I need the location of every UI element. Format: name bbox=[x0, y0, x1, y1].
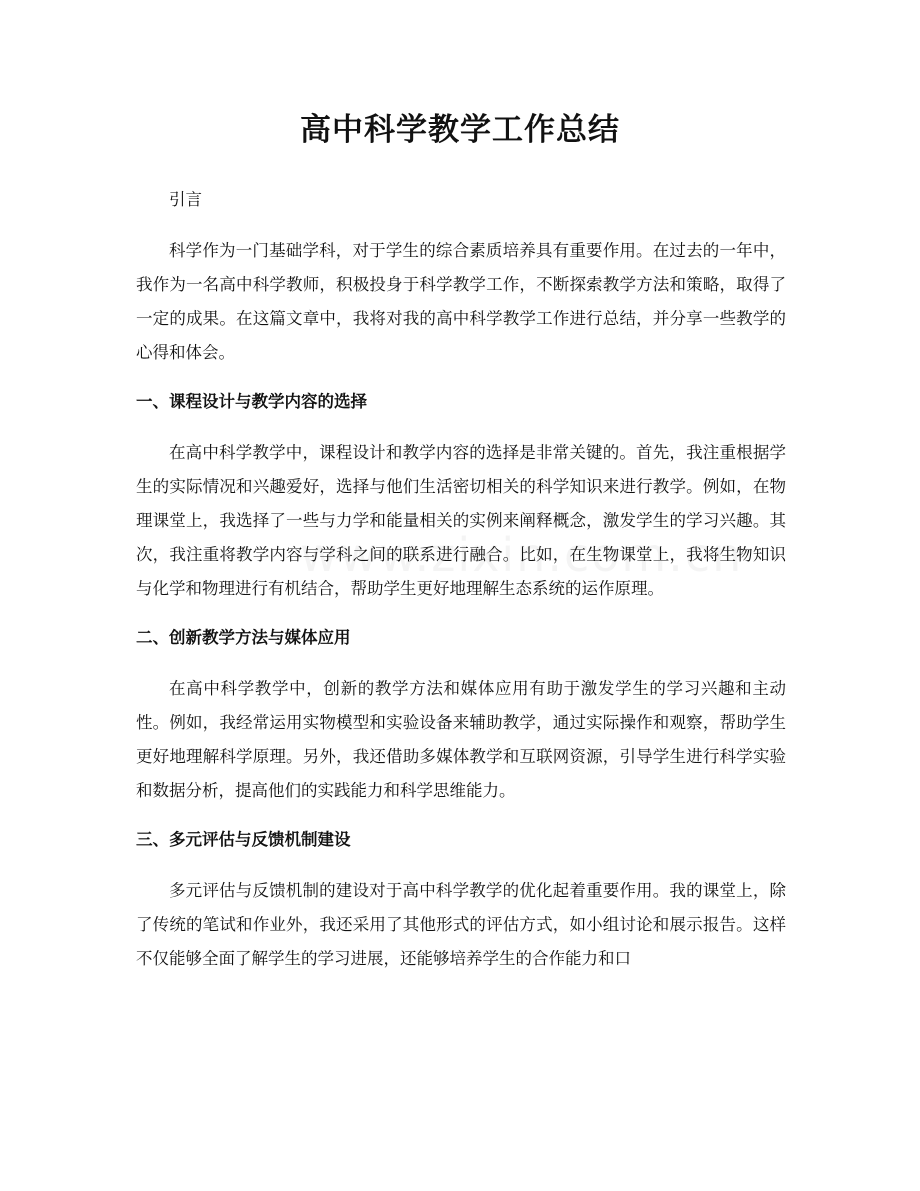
section-heading-course-design: 一、课程设计与教学内容的选择 bbox=[136, 392, 367, 411]
intro-label: 引言 bbox=[169, 190, 202, 209]
document-title: 高中科学教学工作总结 bbox=[300, 112, 620, 148]
section-paragraph-evaluation: 多元评估与反馈机制的建设对于高中科学教学的优化起着重要作用。我的课堂上，除了传统的笔试和作业外，我还采用了其他形式的评估方式，如小组讨论和展示报告。这样不仅能够全面了解学生的学习进展，还能够培养学生的合作能力和口 bbox=[136, 881, 786, 968]
document-body bbox=[136, 182, 786, 976]
section-heading-evaluation: 三、多元评估与反馈机制建设 bbox=[136, 830, 351, 849]
section-heading-teaching-methods: 二、创新教学方法与媒体应用 bbox=[136, 628, 351, 647]
intro-paragraph: 科学作为一门基础学科，对于学生的综合素质培养具有重要作用。在过去的一年中，我作为一名高中科学教师，积极投身于科学教学工作，不断探索教学方法和策略，取得了一定的成果。在这篇文章中，我将对我的高中科学教学工作进行总结，并分享一些教学的心得和体会。 bbox=[136, 241, 786, 362]
section-paragraph-teaching-methods: 在高中科学教学中，创新的教学方法和媒体应用有助于激发学生的学习兴趣和主动性。例如，我经常运用实物模型和实验设备来辅助教学，通过实际操作和观察，帮助学生更好地理解科学原理。另外，我还借助多媒体教学和互联网资源，引导学生进行科学实验和数据分析，提高他们的实践能力和科学思维能力。 bbox=[136, 679, 786, 800]
section-paragraph-course-design: 在高中科学教学中，课程设计和教学内容的选择是非常关键的。首先，我注重根据学生的实际情况和兴趣爱好，选择与他们生活密切相关的科学知识来进行教学。例如，在物理课堂上，我选择了一些与力学和能量相关的实例来阐释概念，激发学生的学习兴趣。其次，我注重将教学内容与学科之间的联系进行融合。比如，在生物课堂上，我将生物知识与化学和物理进行有机结合，帮助学生更好地理解生态系统的运作原理。 bbox=[136, 443, 786, 598]
